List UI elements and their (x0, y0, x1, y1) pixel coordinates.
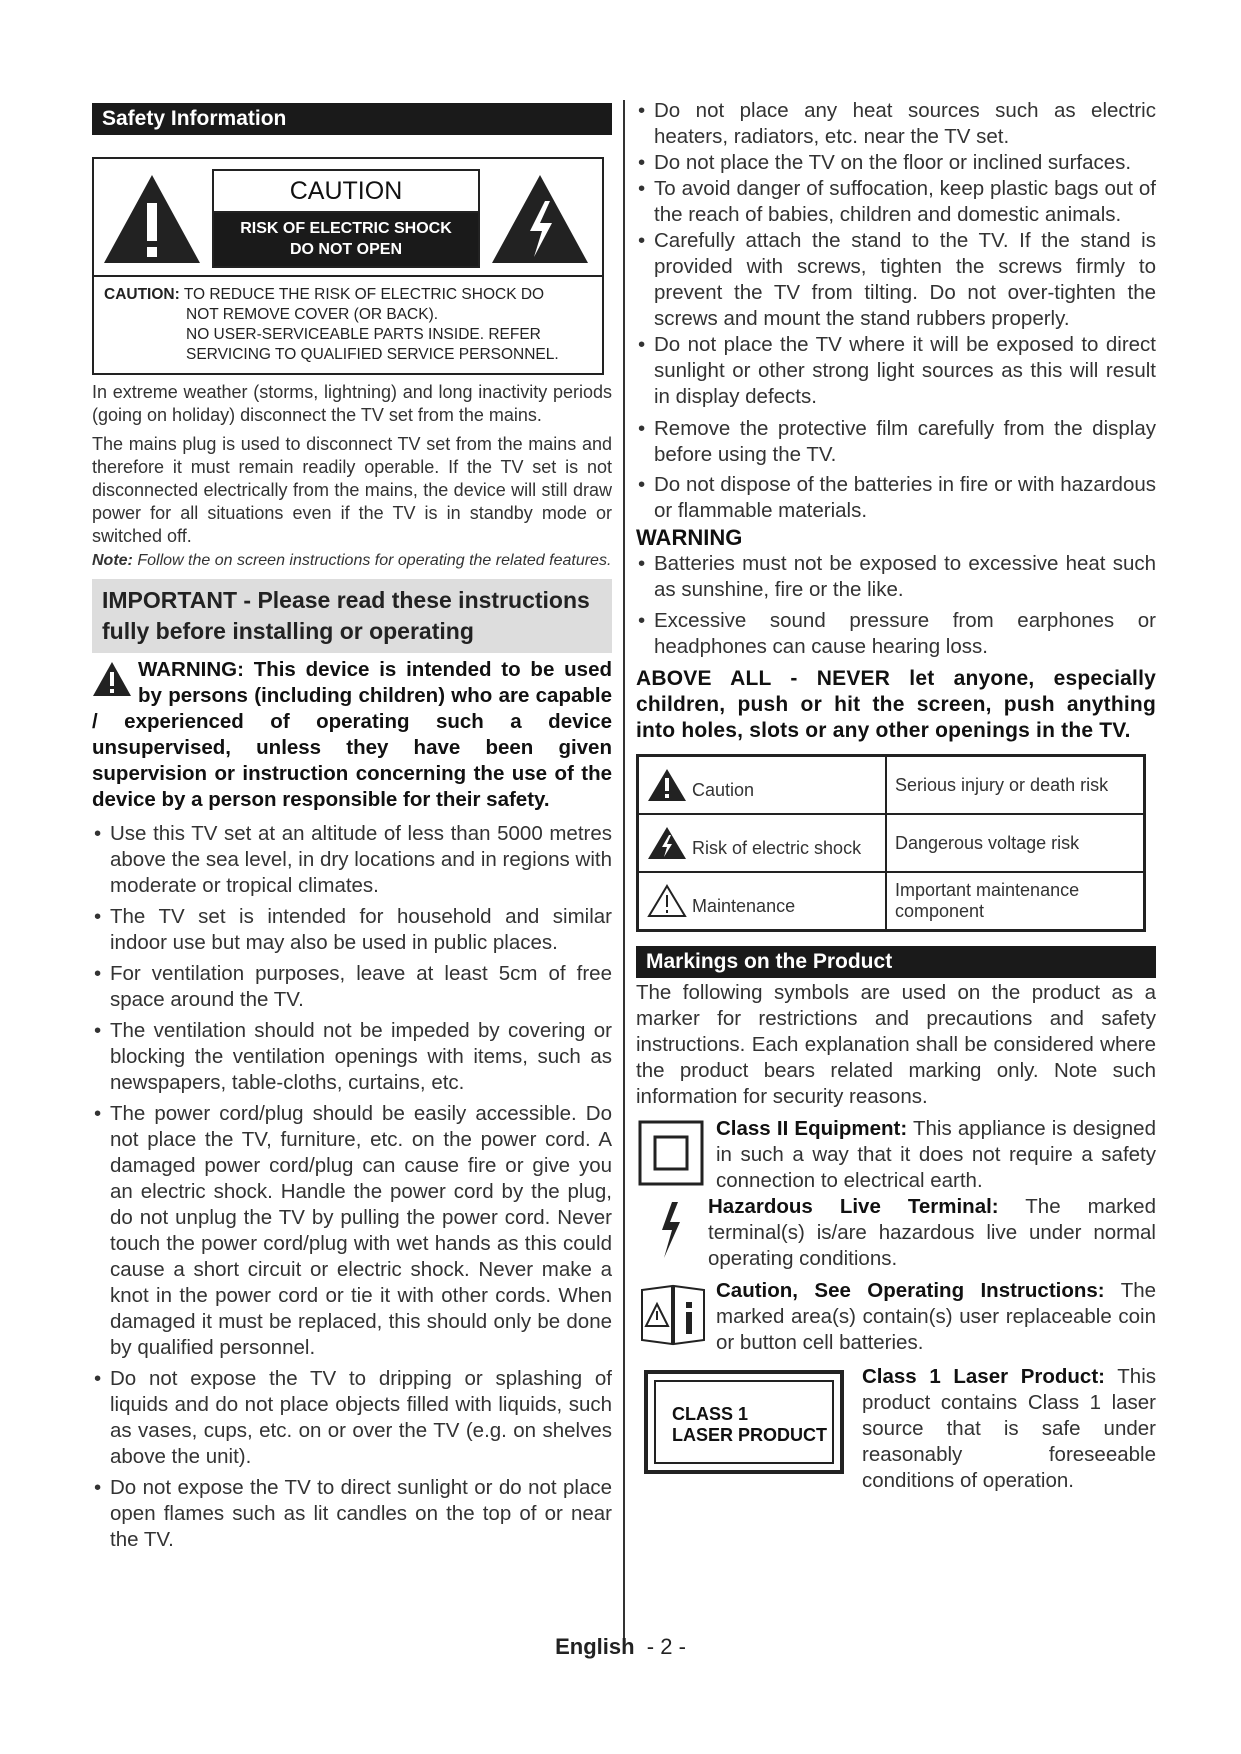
list-item: • Excessive sound pressure from earphones or headphones can cause hearing loss. (636, 608, 1156, 660)
class2-row: Class II Equipment: This appliance is designed in such a way that it does not require a safety connection to electrical earth. (636, 1116, 1156, 1190)
table-cell: Maintenance (638, 872, 887, 931)
warning-small-icon (92, 661, 132, 697)
see-instructions-icon (638, 1282, 708, 1348)
table-cell: Caution (638, 756, 887, 815)
markings-intro: The following symbols are used on the product as a marker for restrictions and precautions and safety instructions. Each explanation shall be considered where the product bears related marking only. Note such information for security reasons. (636, 981, 1156, 1108)
class2-title: Class II Equipment: (716, 1117, 908, 1140)
table-cell: Risk of electric shock (638, 814, 887, 872)
hazardous-live-icon (658, 1200, 684, 1260)
table-row (638, 814, 1145, 872)
laser-row: CLASS 1 LASER PRODUCT Class 1 Laser Product: This product contains Class 1 laser source that is safe under reasonably foreseeable conditions of operation. (636, 1364, 1156, 1494)
table-row (638, 872, 1145, 931)
class2-icon (638, 1120, 704, 1186)
right-bullet-list-2 (636, 551, 1156, 660)
footer-language: English (555, 1634, 635, 1659)
warning-paragraph: WARNING: This device is intended to be used by persons (including children) who are capable / experienced of operating such a device unsupervised, unless they have been given supervision or instruction concerning the use of the device by a person responsible for their safety. (92, 658, 612, 811)
see-instructions-title: Caution, See Operating Instructions: (716, 1279, 1105, 1302)
electric-shock-icon (647, 826, 687, 860)
list-item: • The TV set is intended for household and similar indoor use but may also be used in public places. (92, 904, 612, 956)
table-cell: Dangerous voltage risk (886, 814, 1145, 872)
mains-plug-paragraph: The mains plug is used to disconnect TV set from the mains and therefore it must remain readily operable. If the TV set is not disconnected electrically from the mains, the device will still draw power for all situations even if the TV is in standby mode or switched off. (92, 434, 612, 546)
caution-sign (212, 169, 480, 268)
electric-shock-icon (490, 173, 590, 265)
list-item: • Carefully attach the stand to the TV. If the stand is provided with screws, tighten the screws firmly to prevent the TV from tilting. Do not over-tighten the screws and mount the stand rubbers properly. (636, 228, 1156, 332)
list-item: • The power cord/plug should be easily accessible. Do not place the TV, furniture, etc. on the power cord. A damaged power cord/plug can cause fire or give you an electric shock. Handle the power cord by the plug, do not unplug the TV by pulling the power cord. Never touch the power cord/plug with wet hands as this could cause a short circuit or electric shock. Never make a knot in the power cord or tie it with other cords. When damaged it must be replaced, this should only be done by qualified personnel. (92, 1101, 612, 1361)
left-column (92, 103, 612, 1553)
list-item: • Do not expose the TV to direct sunlight or do not place open flames such as lit candles on the top of or near the TV. (92, 1475, 612, 1553)
list-item: • Do not place the TV on the floor or inclined surfaces. (636, 150, 1156, 176)
symbol-table (636, 754, 1146, 932)
caution-text: CAUTION: TO REDUCE THE RISK OF ELECTRIC SHOCK DO NOT REMOVE COVER (OR BACK). NO USER-SERVICEABLE PARTS INSIDE. REFER SERVICING TO QUALIFIED SERVICE PERSONNEL. (104, 286, 559, 363)
caution-icon (647, 768, 687, 802)
list-item: • Do not expose the TV to dripping or splashing of liquids and do not place objects filled with liquids, such as vases, cups, etc. on or over the TV (e.g. on shelves above the unit). (92, 1366, 612, 1470)
list-item: • To avoid danger of suffocation, keep plastic bags out of the reach of babies, children and domestic animals. (636, 176, 1156, 228)
page-footer (0, 1634, 1241, 1660)
caution-subtitle: RISK OF ELECTRIC SHOCK DO NOT OPEN (214, 213, 478, 266)
above-all-warning: ABOVE ALL - NEVER let anyone, especially children, push or hit the screen, push anything into holes, slots or any other openings in the TV. (636, 667, 1156, 742)
caution-label-box (92, 157, 604, 375)
laser-title: Class 1 Laser Product: (862, 1365, 1105, 1388)
table-cell: Serious injury or death risk (886, 756, 1145, 815)
table-row (638, 756, 1145, 815)
laser-label: CLASS 1 LASER PRODUCT (644, 1370, 844, 1474)
list-item: • Do not place any heat sources such as electric heaters, radiators, etc. near the TV set. (636, 98, 1156, 150)
column-divider (623, 100, 625, 1648)
right-column (636, 98, 1156, 1494)
maintenance-icon (647, 884, 687, 918)
note: Note: Follow the on screen instructions for operating the related features. (92, 552, 612, 569)
markings-header: Markings on the Product (636, 946, 1156, 978)
hazard-row: Hazardous Live Terminal: The marked terminal(s) is/are hazardous live under normal operating conditions. (636, 1194, 1156, 1272)
page-number: - 2 - (646, 1634, 686, 1659)
table-cell: Important maintenance component (886, 872, 1145, 931)
list-item: • Batteries must not be exposed to excessive heat such as sunshine, fire or the like. (636, 551, 1156, 603)
list-item: • Remove the protective film carefully from the display before using the TV. (636, 416, 1156, 468)
list-item: • Do not dispose of the batteries in fire or with hazardous or flammable materials. (636, 472, 1156, 524)
see-instructions-row: Caution, See Operating Instructions: The marked area(s) contain(s) user replaceable coin or button cell batteries. (636, 1278, 1156, 1358)
list-item: • The ventilation should not be impeded by covering or blocking the ventilation openings with items, such as newspapers, table-cloths, curtains, etc. (92, 1018, 612, 1096)
left-bullet-list (92, 821, 612, 1553)
list-item: • Use this TV set at an altitude of less than 5000 metres above the sea level, in dry locations and in regions with moderate or tropical climates. (92, 821, 612, 899)
safety-information-header: Safety Information (92, 103, 612, 135)
list-item: • For ventilation purposes, leave at least 5cm of free space around the TV. (92, 961, 612, 1013)
warning-heading: WARNING (636, 525, 743, 550)
hazard-title: Hazardous Live Terminal: (708, 1195, 999, 1218)
list-item: • Do not place the TV where it will be exposed to direct sunlight or other strong light sources as this will result in display defects. (636, 332, 1156, 410)
important-banner: IMPORTANT - Please read these instructions fully before installing or operating (92, 579, 612, 653)
right-bullet-list-1 (636, 98, 1156, 524)
warning-triangle-icon (102, 173, 202, 265)
weather-paragraph: In extreme weather (storms, lightning) and long inactivity periods (going on holiday) disconnect the TV set from the mains. (92, 382, 612, 425)
caution-title: CAUTION (214, 171, 478, 213)
